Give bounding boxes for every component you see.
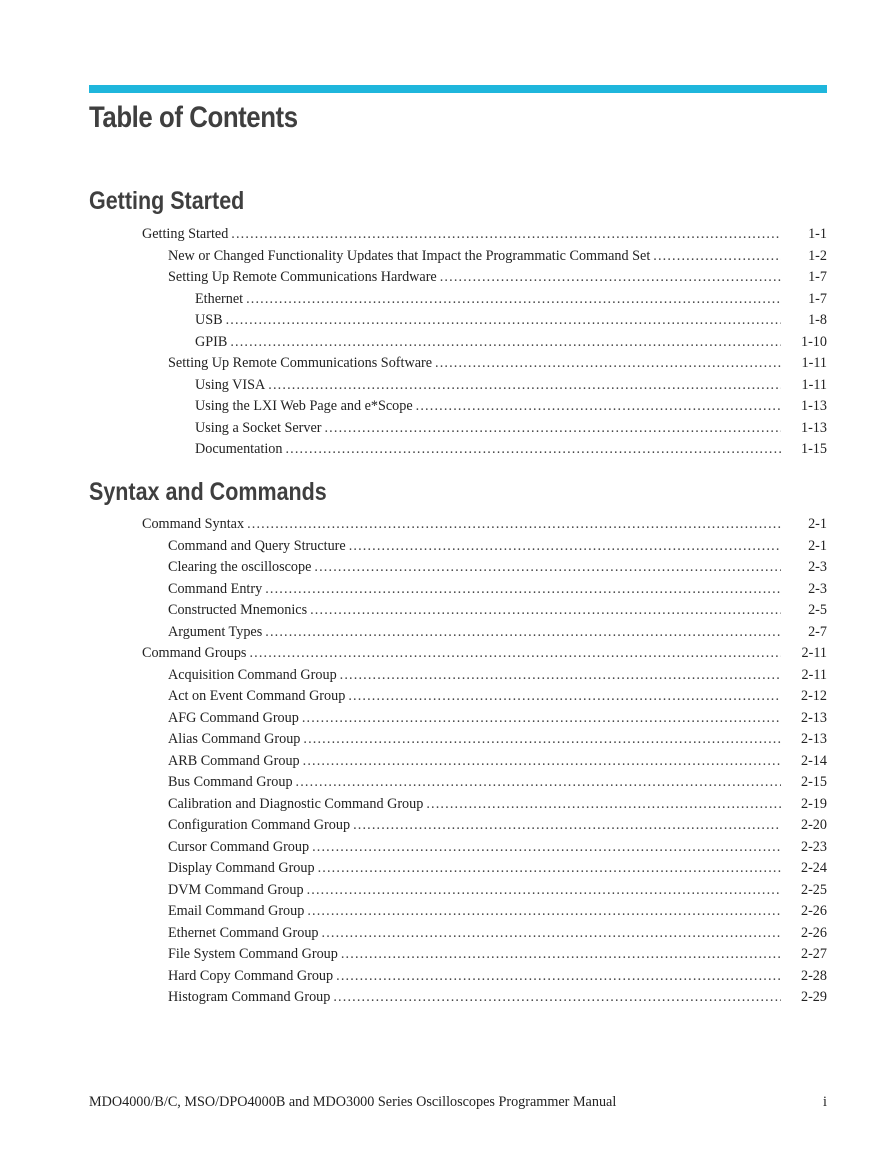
toc-entry-page[interactable]: 2-7 <box>808 623 827 640</box>
dot-leader <box>307 882 781 899</box>
toc-entry-page[interactable]: 2-1 <box>808 537 827 554</box>
toc-entry-title[interactable]: Ethernet Command Group <box>168 924 319 941</box>
toc-entry-title[interactable]: Email Command Group <box>168 903 305 919</box>
toc-entry-title[interactable]: Using a Socket Server <box>195 419 322 436</box>
toc-entry[interactable] <box>0 925 893 947</box>
toc-entry-title[interactable]: New or Changed Functionality Updates that Impact the Programmatic Command Set <box>168 247 651 264</box>
toc-entry[interactable] <box>0 860 893 882</box>
toc-entry-page[interactable]: 2-14 <box>800 752 827 769</box>
toc-entry[interactable] <box>0 667 893 689</box>
toc-entry-page[interactable]: 2-11 <box>801 645 827 661</box>
dot-leader <box>440 269 781 286</box>
dot-leader <box>285 441 781 458</box>
toc-entry-title[interactable]: Clearing the oscilloscope <box>168 559 312 575</box>
toc-entry[interactable] <box>0 602 893 624</box>
toc-entry-title[interactable]: Configuration Command Group <box>168 817 351 833</box>
toc-entry[interactable] <box>0 774 893 796</box>
toc-entry[interactable] <box>0 377 893 399</box>
toc-entry-page[interactable]: 2-26 <box>800 924 827 941</box>
toc-entry-page[interactable]: 1-2 <box>808 247 827 264</box>
toc-entry[interactable] <box>0 903 893 925</box>
footer-manual-title: MDO4000/B/C, MSO/DPO4000B and MDO3000 Series Oscilloscopes Programmer Manual <box>89 1094 617 1110</box>
toc-entry-page[interactable]: 2-13 <box>800 731 827 747</box>
dot-leader <box>303 753 781 770</box>
toc-entry[interactable] <box>0 226 893 248</box>
toc-entry-page[interactable]: 2-12 <box>800 688 827 704</box>
toc-entry-title[interactable]: Using the LXI Web Page and e*Scope <box>195 398 413 414</box>
toc-entry-title[interactable]: Command Groups <box>142 645 247 661</box>
toc-entry[interactable] <box>0 334 893 356</box>
toc-entry-page[interactable]: 1-11 <box>801 355 827 371</box>
section-heading-syntax-and-commands: Syntax and Commands <box>89 478 327 506</box>
toc-list-getting-started <box>0 226 893 463</box>
toc-entry-page[interactable]: 2-3 <box>808 559 827 575</box>
toc-entry-title[interactable]: Command and Query Structure <box>168 537 346 554</box>
dot-leader <box>336 968 781 985</box>
toc-entry-page[interactable]: 2-15 <box>800 774 827 790</box>
toc-entry-page[interactable]: 1-13 <box>800 398 827 414</box>
toc-entry-title[interactable]: Setting Up Remote Communications Software <box>168 355 433 371</box>
toc-entry-page[interactable]: 2-28 <box>800 967 827 984</box>
dot-leader <box>435 355 781 372</box>
section-heading-getting-started: Getting Started <box>89 187 245 215</box>
dot-leader <box>247 516 781 533</box>
toc-entry-page[interactable]: 2-29 <box>800 989 827 1005</box>
toc-entry-page[interactable]: 2-5 <box>808 602 827 618</box>
dot-leader <box>246 291 781 308</box>
toc-entry[interactable] <box>0 796 893 818</box>
toc-entry-page[interactable]: 1-1 <box>808 226 827 242</box>
toc-entry-page[interactable]: 2-24 <box>800 860 827 876</box>
toc-entry-title[interactable]: File System Command Group <box>168 946 338 962</box>
dot-leader <box>349 538 781 555</box>
dot-leader <box>340 667 781 684</box>
toc-entry[interactable] <box>0 248 893 270</box>
dot-leader <box>324 420 781 437</box>
dot-leader <box>426 796 781 813</box>
toc-entry[interactable] <box>0 989 893 1011</box>
dot-leader <box>302 710 781 727</box>
toc-entry-page[interactable]: 2-23 <box>800 838 827 855</box>
toc-entry[interactable] <box>0 355 893 377</box>
toc-entry[interactable] <box>0 645 893 667</box>
dot-leader <box>231 226 781 243</box>
toc-entry-title[interactable]: ARB Command Group <box>168 752 300 769</box>
toc-entry-page[interactable]: 1-8 <box>808 312 827 328</box>
toc-entry-title[interactable]: Ethernet <box>195 290 244 307</box>
toc-entry[interactable] <box>0 559 893 581</box>
toc-entry-page[interactable]: 1-10 <box>800 333 827 350</box>
toc-entry-title[interactable]: AFG Command Group <box>168 709 299 726</box>
dot-leader <box>353 817 781 834</box>
footer-page-number: i <box>823 1094 827 1110</box>
toc-entry-title[interactable]: Getting Started <box>142 226 229 242</box>
toc-entry[interactable] <box>0 291 893 313</box>
toc-list-syntax-and-commands <box>0 516 893 1011</box>
toc-entry-title[interactable]: Constructed Mnemonics <box>168 602 308 618</box>
dot-leader <box>333 989 781 1006</box>
toc-entry-title[interactable]: GPIB <box>195 333 228 350</box>
toc-entry[interactable] <box>0 688 893 710</box>
dot-leader <box>348 688 781 705</box>
dot-leader <box>265 581 781 598</box>
toc-entry-page[interactable]: 1-7 <box>808 269 827 285</box>
toc-entry[interactable] <box>0 817 893 839</box>
toc-entry[interactable] <box>0 312 893 334</box>
toc-entry[interactable] <box>0 538 893 560</box>
toc-entry-title[interactable]: Command Entry <box>168 580 263 597</box>
toc-entry-page[interactable]: 2-19 <box>800 795 827 812</box>
toc-entry-title[interactable]: Display Command Group <box>168 860 315 876</box>
toc-entry-page[interactable]: 2-25 <box>800 881 827 898</box>
toc-entry-title[interactable]: Command Syntax <box>142 516 245 532</box>
toc-entry-title[interactable]: Bus Command Group <box>168 774 293 790</box>
toc-entry-title[interactable]: Histogram Command Group <box>168 989 331 1005</box>
toc-entry[interactable] <box>0 420 893 442</box>
toc-entry[interactable] <box>0 710 893 732</box>
toc-entry-title[interactable]: Calibration and Diagnostic Command Group <box>168 795 424 812</box>
toc-entry-title[interactable]: Using VISA <box>195 376 266 393</box>
toc-entry-page[interactable]: 2-1 <box>808 516 827 532</box>
toc-entry-title[interactable]: Hard Copy Command Group <box>168 967 334 984</box>
dot-leader <box>296 774 781 791</box>
header-accent-bar <box>89 85 827 93</box>
toc-entry-page[interactable]: 1-11 <box>801 376 827 393</box>
toc-entry[interactable] <box>0 839 893 861</box>
dot-leader <box>249 645 781 662</box>
toc-entry-page[interactable]: 2-26 <box>800 903 827 919</box>
dot-leader <box>226 312 781 329</box>
toc-entry[interactable] <box>0 624 893 646</box>
dot-leader <box>303 731 781 748</box>
page-title: Table of Contents <box>89 101 298 134</box>
dot-leader <box>230 334 781 351</box>
toc-entry-page[interactable]: 1-13 <box>800 419 827 436</box>
toc-entry-title[interactable]: DVM Command Group <box>168 881 304 898</box>
dot-leader <box>416 398 781 415</box>
toc-entry-page[interactable]: 2-27 <box>800 946 827 962</box>
toc-entry-page[interactable]: 2-13 <box>800 709 827 726</box>
dot-leader <box>314 559 781 576</box>
toc-entry-title[interactable]: Documentation <box>195 441 283 457</box>
dot-leader <box>341 946 781 963</box>
toc-entry[interactable] <box>0 516 893 538</box>
toc-entry[interactable] <box>0 968 893 990</box>
toc-entry-title[interactable]: Act on Event Command Group <box>168 688 346 704</box>
dot-leader <box>310 602 781 619</box>
toc-entry-title[interactable]: Setting Up Remote Communications Hardware <box>168 269 437 285</box>
toc-entry-title[interactable]: USB <box>195 312 223 328</box>
dot-leader <box>307 903 781 920</box>
toc-entry[interactable] <box>0 946 893 968</box>
dot-leader <box>653 248 781 265</box>
toc-entry-page[interactable]: 2-20 <box>800 817 827 833</box>
toc-entry-page[interactable]: 1-7 <box>808 290 827 307</box>
toc-entry[interactable] <box>0 398 893 420</box>
toc-entry-title[interactable]: Acquisition Command Group <box>168 666 337 683</box>
dot-leader <box>268 377 781 394</box>
toc-entry-page[interactable]: 1-15 <box>800 441 827 457</box>
toc-entry[interactable] <box>0 753 893 775</box>
dot-leader <box>318 860 781 877</box>
toc-entry-title[interactable]: Alias Command Group <box>168 731 301 747</box>
dot-leader <box>265 624 781 641</box>
toc-entry-title[interactable]: Argument Types <box>168 623 263 640</box>
toc-entry[interactable] <box>0 441 893 463</box>
toc-entry[interactable] <box>0 882 893 904</box>
toc-entry-page[interactable]: 2-3 <box>808 580 827 597</box>
toc-entry[interactable] <box>0 731 893 753</box>
toc-entry[interactable] <box>0 269 893 291</box>
toc-entry[interactable] <box>0 581 893 603</box>
dot-leader <box>322 925 781 942</box>
toc-entry-title[interactable]: Cursor Command Group <box>168 838 310 855</box>
toc-entry-page[interactable]: 2-11 <box>801 666 827 683</box>
dot-leader <box>312 839 781 856</box>
